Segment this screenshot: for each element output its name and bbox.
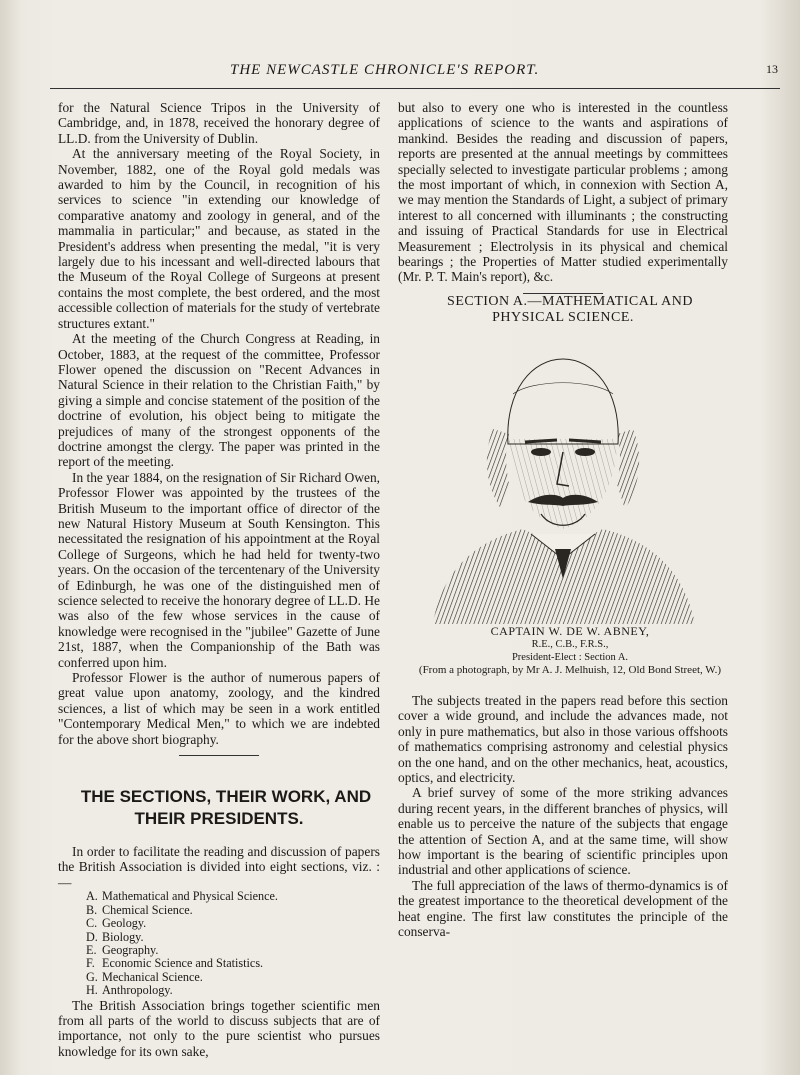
list-item: F. Economic Science and Statistics. [86,956,264,971]
left-column [58,100,380,1059]
paragraph: Professor Flower is the author of numerous papers of great value upon anatomy, zoology, and the kindred sciences, a list of which may be seen in a work entitled "Contemporary Medical Men," to which we are indebted for the above short biography. [58,670,380,747]
sections-heading: THE SECTIONS, THEIR WORK, AND THEIR PRESIDENTS. [80,787,372,829]
page-number: 13 [766,62,778,76]
paragraph: for the Natural Science Tripos in the University of Cambridge, and, in 1878, received the honorary degree of LL.D. from the University of Dublin. [58,100,380,146]
paragraph: At the meeting of the Church Congress at Reading, in October, 1883, at the request of the committee, Professor Flower opened the discussion on "Recent Advances in Natural Science in their relation to the Christian Faith," by giving a simple and concise statement of the position of the doctrine of evolution, his object being to mitigate the prejudices of many of the strongest opponents of the doctrine amongst the clergy. The paper was printed in the report of the meeting. [58,331,380,470]
sections-intro: In order to facilitate the reading and discussion of papers the British Association is divided into eight sections, viz. :— [58,844,380,890]
section-a-heading: SECTION A.—MATHEMATICAL AND PHYSICAL SCIENCE. [447,293,693,325]
list-item: A. Mathematical and Physical Science. [86,889,278,904]
paragraph: but also to every one who is interested in the countless applications of science to the wants and aspirations of mankind. Besides the reading and discussion of papers, reports are presented at the annual meetings by committees specially selected to investigate particular problems ; among the most important of which, in connexion with Section A, we may mention the Standards of Light, a subject of primary interest to all concerned with illuminants ; the constructing and issuing of Practical Standards for use in Electrical Measurement ; Electrolysis in its physical and chemical bearings ; the Properties of Matter studied experimentally (Mr. P. T. Main's report), &c. [398,100,728,285]
portrait-caption-name: CAPTAIN W. DE W. ABNEY, [490,623,650,638]
portrait-engraving [413,334,713,624]
sections-closing: The British Association brings together scientific men from all parts of the world to discuss subjects that are of importance, not only to the pure scientist who pursues knowledge for its own sake, [58,997,380,1059]
portrait-caption-credit: (From a photograph, by Mr A. J. Melhuish, 12, Old Bond Street, W.) [418,663,722,676]
list-item: G. Mechanical Science. [86,969,203,984]
running-title: THE NEWCASTLE CHRONICLE'S REPORT. [230,62,540,78]
list-item: H. Anthropology. [86,983,173,998]
paragraph: At the anniversary meeting of the Royal Society, in November, 1882, one of the Royal gold medals was awarded to him by the Council, in recognition of his services to science "in extending our knowledge of comparative anatomy and zoology in general, and of the mammalia in particular;" and because, as stated in the President's address when presenting the medal, "it is very largely due to his incessant and well-directed labours that the Museum of the Royal College of Surgeons at present contains the most complete, the best ordered, and the most accessible collection of materials for the study of vertebrate structures extant." [58,146,380,331]
page-header [40,62,780,86]
list-item: D. Biology. [86,929,144,944]
portrait-caption-honours: R.E., C.B., F.R.S., [531,638,609,650]
right-column [398,100,728,939]
divider-rule [179,755,259,756]
list-item: B. Chemical Science. [86,902,193,917]
portrait-caption-role: President-Elect : Section A. [511,651,629,663]
header-rule [50,88,780,89]
paragraph: A brief survey of some of the more striking advances during recent years, in the different branches of physics, will enable us to perceive the nature of the subjects that engage the attention of Section A, and at the same time, will show how important is the bearing of scientific principles upon industrial and other applications of science. [398,785,728,878]
paragraph: The full appreciation of the laws of thermo-dynamics is of the greatest importance to the theoretical development of the heat engine. The first law constitutes the principle of the conserva- [398,877,728,939]
paragraph: The subjects treated in the papers read before this section cover a wide ground, and include the advances made, not only in pure mathematics, but also in those various offshoots of mathematics comprising astronomy and celestial physics on the one hand, and on the other mechanics, heat, acoustics, optics, and electricity. [398,692,728,785]
list-item: C. Geology. [86,916,147,931]
sections-list [58,890,380,997]
list-item: E. Geography. [86,942,159,957]
paragraph: In the year 1884, on the resignation of Sir Richard Owen, Professor Flower was appointed by the trustees of the British Museum to the important office of director of the new Natural History Museum at South Kensington. This necessitated the resignation of his appointment at the Royal College of Surgeons, which he had held for twenty-two years. On the occasion of the tercentenary of the University of Edinburgh, he was one of the distinguished men of science selected to receive the honorary degree of LL.D. He was also of the few whose services in the cause of knowledge were recognised in the "jubilee" Gazette of June 21st, 1887, when the Companionship of the Bath was conferred upon him. [58,469,380,670]
